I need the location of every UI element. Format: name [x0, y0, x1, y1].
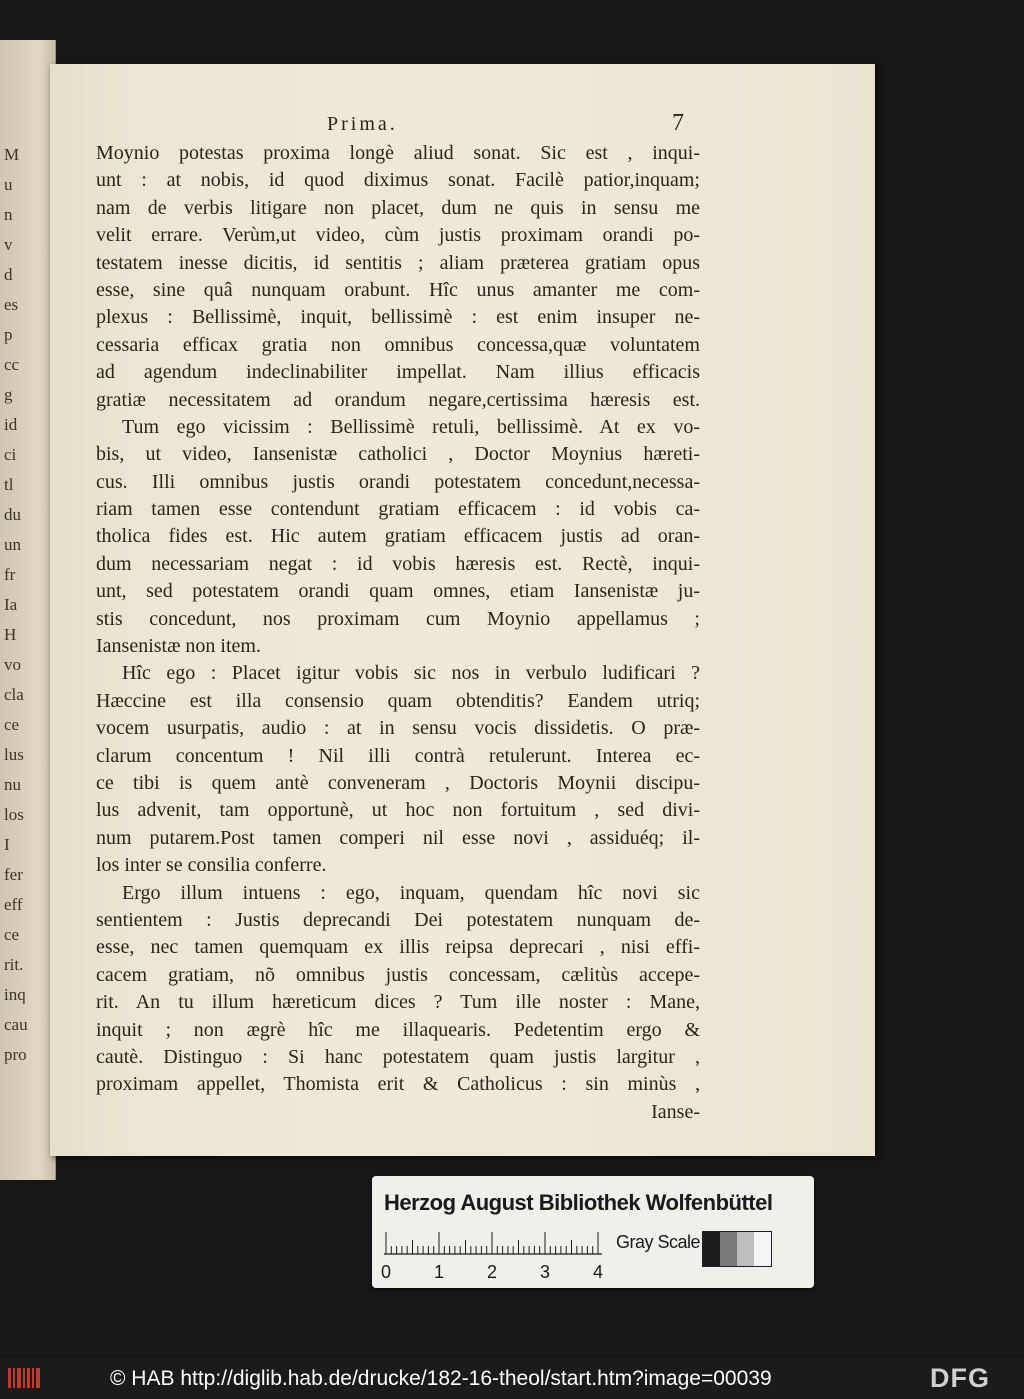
- fragment-text: eff: [4, 895, 23, 914]
- ruler-label: 3: [540, 1262, 551, 1282]
- footer-citation: © HAB http://diglib.hab.de/drucke/182-16-theol/start.htm?image=00039: [110, 1367, 772, 1390]
- text-line: ad agendum indeclinabiliter impellat. Nam illius efficacis: [96, 361, 700, 384]
- fragment-text: rit.: [4, 955, 24, 974]
- gray-swatch: [720, 1232, 737, 1266]
- fragment-text: un: [4, 535, 21, 554]
- text-line: lus advenit, tam opportunè, ut hoc non fortuitum , sed divi-: [96, 799, 700, 822]
- text-line: bis, ut video, Iansenistæ catholici , Doctor Moynius hæreti-: [96, 443, 700, 466]
- fragment-text: v: [4, 235, 13, 254]
- text-line: Moynio potestas proxima longè aliud sonat. Sic est , inqui-: [96, 142, 700, 164]
- fragment-text: M: [4, 145, 20, 164]
- ruler-labels: [372, 1262, 632, 1284]
- dfg-logo: DFG: [930, 1363, 990, 1393]
- ruler-scale: [384, 1228, 602, 1258]
- fragment-text: n: [4, 205, 13, 224]
- library-name: Herzog August Bibliothek Wolfenbüttel: [384, 1190, 773, 1215]
- ruler-label: 4: [593, 1262, 604, 1282]
- fragment-text: vo: [4, 655, 21, 674]
- fragment-text: fer: [4, 865, 23, 884]
- gray-swatch: [754, 1232, 771, 1266]
- fragment-text: nu: [4, 775, 21, 794]
- text-line: gratiæ necessitatem ad orandum negare,certissima hæresis est.: [96, 388, 700, 411]
- body-text: [96, 140, 700, 1126]
- text-line: riam tamen esse contendunt gratiam efficacem : id vobis ca-: [96, 498, 700, 521]
- text-line: Iansenistæ non item.: [96, 635, 261, 658]
- footer-bar: [0, 1359, 1024, 1399]
- gray-swatch: [703, 1232, 720, 1266]
- text-line: cautè. Distinguo : Si hanc potestatem quam justis largitur ,: [96, 1045, 700, 1068]
- grayscale-swatches: [702, 1231, 772, 1267]
- text-line: Ianse-: [651, 1100, 700, 1123]
- gray-swatch: [737, 1232, 754, 1266]
- text-line: esse, sine quâ nunquam orabunt. Hîc unus amanter me com-: [96, 278, 700, 301]
- fragment-text: d: [4, 265, 13, 284]
- fragment-text: ce: [4, 715, 20, 734]
- text-line: inquit ; non ægrè hîc me illaquearis. Pedetentim ergo &: [96, 1018, 700, 1041]
- fragment-text: u: [4, 175, 13, 194]
- text-line: plexus : Bellissimè, inquit, bellissimè : est enim insuper ne-: [96, 306, 700, 329]
- text-line: nam de verbis litigare non placet, dum ne quis in sensu me: [96, 196, 700, 219]
- text-line: stis concedunt, nos proximam cum Moynio appellamus ;: [96, 607, 700, 630]
- text-line: testatem inesse dicitis, id sentitis ; aliam præterea gratiam opus: [96, 251, 700, 274]
- adjacent-page-fragment: [0, 140, 40, 1090]
- fragment-text: ce: [4, 925, 20, 944]
- fragment-text: ci: [4, 445, 17, 464]
- text-line: cessaria efficax gratia non omnibus concessa,quæ voluntatem: [96, 333, 700, 356]
- text-line: rit. An tu illum hæreticum dices ? Tum ille noster : Mane,: [96, 991, 700, 1014]
- fragment-text: I: [4, 835, 10, 854]
- fragment-text: du: [4, 505, 21, 524]
- text-line: cacem gratiam, nõ omnibus justis concessam, cælitùs accepe-: [96, 963, 700, 986]
- fragment-text: pro: [4, 1045, 27, 1064]
- text-line: sentientem : Justis deprecandi Dei potestatem nunquam de-: [96, 908, 700, 931]
- text-line: Tum ego vicissim : Bellissimè retuli, bellissimè. At ex vo-: [122, 415, 700, 438]
- grayscale-label: Gray Scale: [616, 1232, 701, 1252]
- fragment-text: id: [4, 415, 18, 434]
- fragment-text: tl: [4, 475, 14, 494]
- ruler-label: 2: [487, 1262, 498, 1282]
- text-line: Hîc ego : Placet igitur vobis sic nos in verbulo ludificari ?: [122, 662, 700, 685]
- page-number: 7: [672, 110, 684, 136]
- text-line: esse, nec tamen quemquam ex illis reipsa deprecari , nisi effi-: [96, 936, 700, 959]
- text-line: ce tibi is quem antè conveneram , Doctoris Moynii discipu-: [96, 771, 700, 794]
- text-line: unt, sed potestatem orandi quam omnes, etiam Iansenistæ ju-: [96, 580, 700, 603]
- text-line: dum necessariam negat : id vobis hæresis est. Rectè, inqui-: [96, 552, 700, 575]
- text-line: proximam appellet, Thomista erit & Catholicus : sin minùs ,: [96, 1073, 700, 1096]
- text-line: velit errare. Verùm,ut video, cùm justis proximam orandi po-: [96, 224, 700, 247]
- text-line: tholica fides est. Hic autem gratiam efficacem justis ad oran-: [96, 525, 700, 548]
- fragment-text: p: [4, 325, 13, 344]
- fragment-text: los: [4, 805, 24, 824]
- text-line: cus. Illi omnibus justis orandi potestatem concedunt,necessa-: [96, 470, 700, 493]
- text-line: clarum concentum ! Nil illi contrà retulerunt. Interea ec-: [96, 744, 700, 767]
- fragment-text: cla: [4, 685, 24, 704]
- fragment-text: H: [4, 625, 17, 644]
- ruler-label: 1: [434, 1262, 445, 1282]
- text-line: Ergo illum intuens : ego, inquam, quendam hîc novi sic: [122, 881, 700, 904]
- fragment-text: cc: [4, 355, 20, 374]
- text-line: vocem usurpatis, audio : at in sensu vocis dissidetis. O præ-: [96, 717, 700, 740]
- fragment-text: Ia: [4, 595, 18, 614]
- fragment-text: fr: [4, 565, 16, 584]
- text-line: num putarem.Post tamen comperi nil esse novi , assiduéq; il-: [96, 826, 700, 849]
- fragment-text: es: [4, 295, 19, 314]
- fragment-text: inq: [4, 985, 26, 1004]
- text-line: unt : at nobis, id quod diximus sonat. Facilè patior,inquam;: [96, 169, 700, 192]
- running-head: Prima.: [327, 113, 398, 135]
- hab-barcode-icon: [6, 1365, 46, 1391]
- fragment-text: cau: [4, 1015, 28, 1034]
- fragment-text: g: [4, 385, 13, 404]
- fragment-text: lus: [4, 745, 24, 764]
- text-line: Hæccine est illa consensio quam obtenditis? Eandem utriq;: [96, 689, 700, 712]
- text-line: los inter se consilia conferre.: [96, 854, 327, 877]
- color-scale-card: [372, 1176, 814, 1288]
- ruler-label: 0: [381, 1262, 392, 1282]
